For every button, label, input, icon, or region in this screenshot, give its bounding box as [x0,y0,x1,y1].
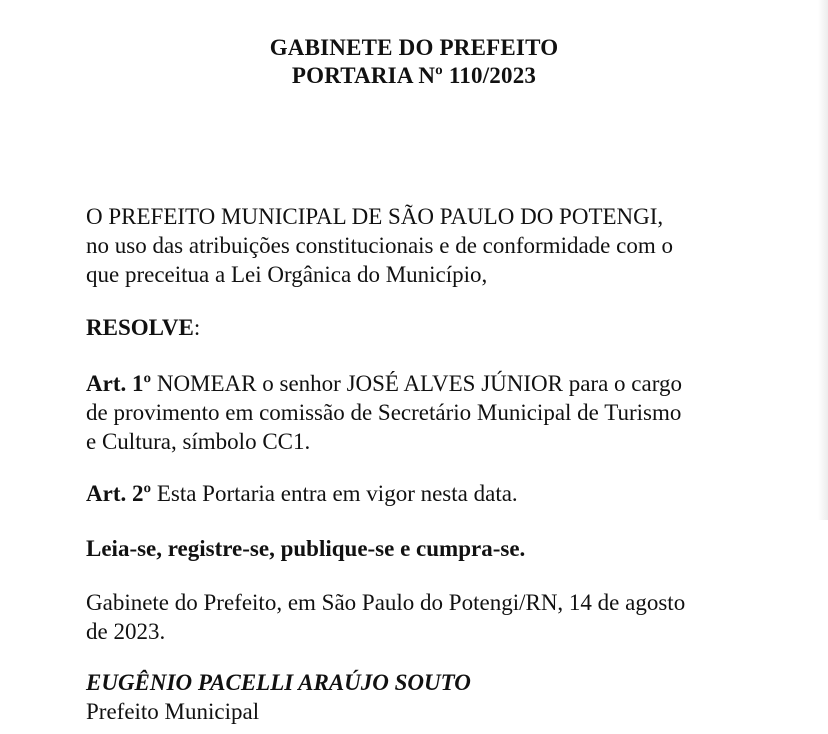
article-1-label: Art. 1º [86,371,152,396]
signature-block [86,668,758,726]
article-2-label: Art. 2º [86,481,152,506]
signatory-name: EUGÊNIO PACELLI ARAÚJO SOUTO [86,670,471,695]
article-1-line-2: de provimento em comissão de Secretário Municipal de Turismo [86,400,682,425]
preamble-line-1: O PREFEITO MUNICIPAL DE SÃO PAULO DO POTENGI, [86,204,664,229]
signatory-title: Prefeito Municipal [86,699,260,724]
resolve-heading [86,313,758,342]
article-1 [86,369,758,456]
document-header [0,34,828,90]
closing-formula [86,534,758,563]
closing-text: Leia-se, registre-se, publique-se e cumpra-se. [86,536,526,561]
preamble [86,202,758,289]
preamble-line-3: que preceitua a Lei Orgânica do Município, [86,262,488,287]
article-2-text: Esta Portaria entra em vigor nesta data. [151,481,518,506]
office-title: GABINETE DO PREFEITO [269,35,559,60]
location-date [86,588,758,646]
article-2 [86,479,758,508]
ordinance-number: PORTARIA Nº 110/2023 [291,63,537,88]
article-1-line-3: e Cultura, símbolo CC1. [86,429,311,454]
location-date-line-2: de 2023. [86,619,166,644]
article-1-line-1: NOMEAR o senhor JOSÉ ALVES JÚNIOR para o cargo [151,371,682,396]
resolve-label: RESOLVE [86,315,194,340]
resolve-colon: : [193,315,201,340]
preamble-line-2: no uso das atribuições constitucionais e de conformidade com o [86,233,673,258]
location-date-line-1: Gabinete do Prefeito, em São Paulo do Potengi/RN, 14 de agosto [86,590,686,615]
